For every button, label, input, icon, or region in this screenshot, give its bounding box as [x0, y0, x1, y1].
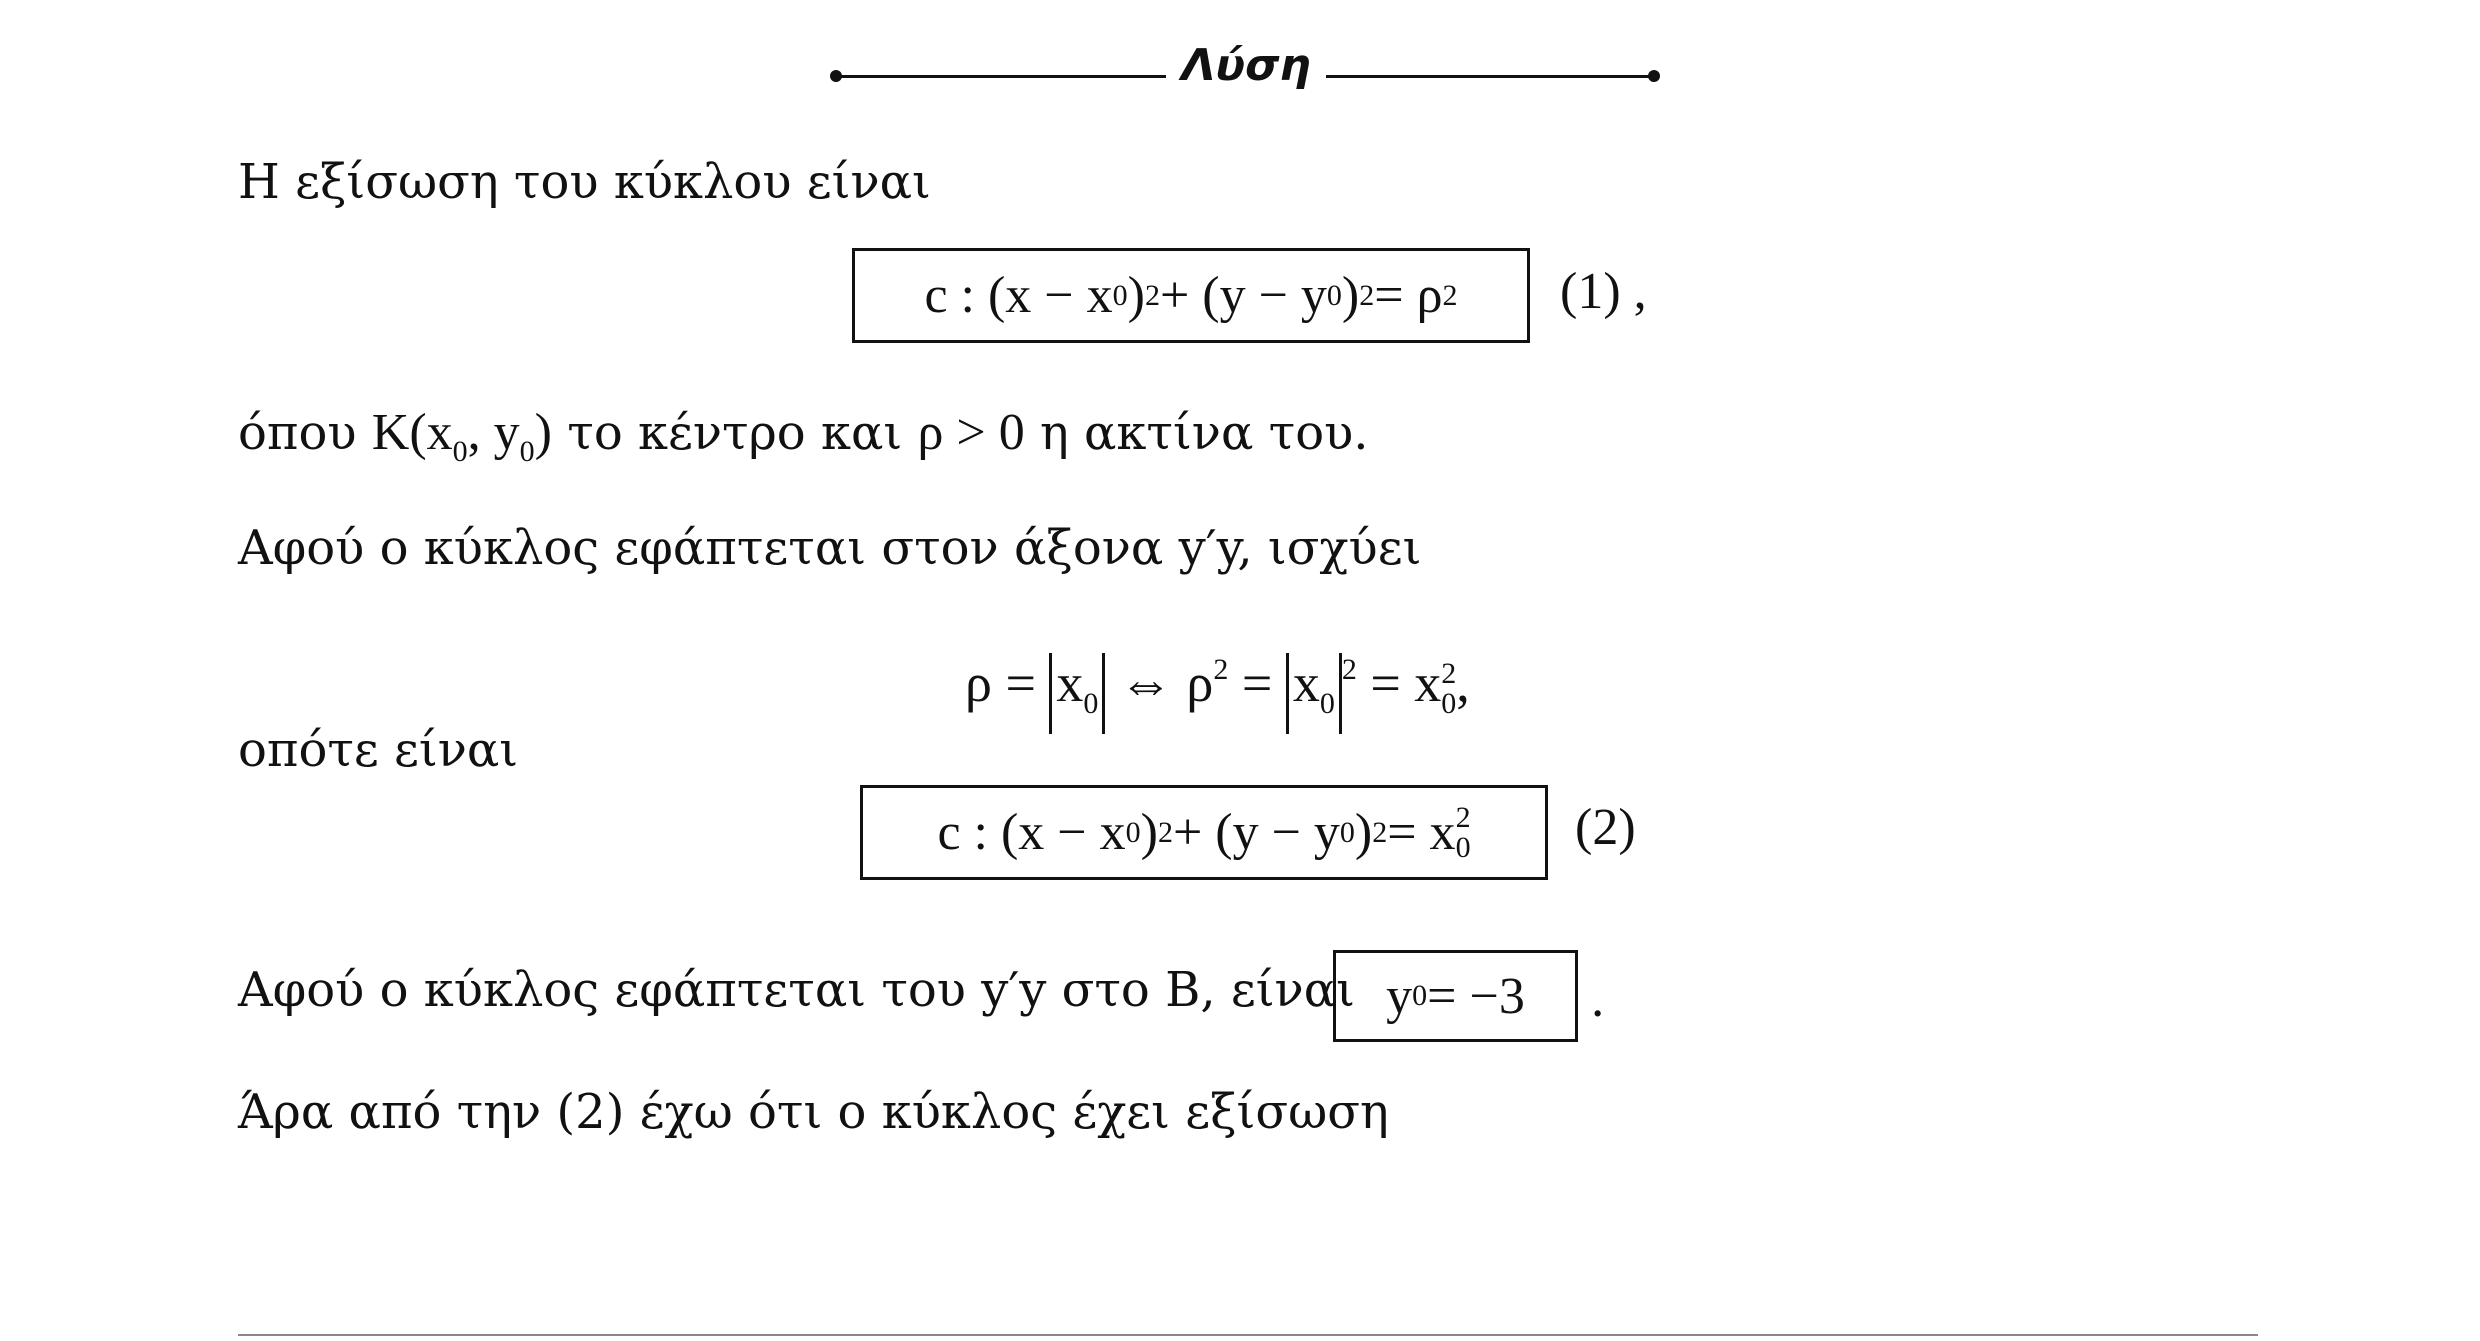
equation-number-1: (1) , — [1560, 263, 1647, 320]
abs-sub-a: 0 — [1083, 687, 1099, 720]
boxed-equation-2 — [860, 785, 1548, 880]
eq1-sub-b: 0 — [1326, 278, 1342, 312]
center-sub-y: 0 — [519, 435, 535, 468]
p2-prefix: όπου — [238, 405, 357, 461]
p2-text1: το κέντρο και — [552, 405, 918, 461]
eq2-sup-b: 2 — [1372, 815, 1388, 849]
center-point-k: K(x — [371, 404, 453, 461]
eq2-sup-a: 2 — [1157, 815, 1173, 849]
eq2-part-b: ) — [1140, 804, 1158, 861]
disp-tail: , — [1456, 653, 1470, 713]
eq1-part-e: = ρ — [1374, 267, 1443, 324]
disp-rhs: = x — [1356, 653, 1442, 713]
solution-header — [830, 40, 1660, 110]
eq1-part-a: c : (x − x — [924, 267, 1113, 324]
disp-sup-a: 2 — [1213, 653, 1229, 686]
disp-supsub-sup: 2 — [1441, 656, 1457, 690]
sentence-period: . — [1590, 972, 1606, 1028]
solution-title: Λύση — [1181, 40, 1311, 91]
eq2-supsub — [1455, 800, 1471, 864]
eq2-sub-a: 0 — [1125, 815, 1141, 849]
disp-mid: ⇔ ρ — [1105, 653, 1214, 713]
paragraph-tangent-point-b: Αφού ο κύκλος εφάπτεται του y′y στο B, είναι — [238, 962, 1355, 1018]
center-sub-x: 0 — [452, 435, 468, 468]
paragraph-circle-equation-intro: Η εξίσωση του κύκλου είναι — [238, 154, 931, 210]
eq1-part-b: ) — [1127, 267, 1145, 324]
paragraph-therefore: οπότε είναι — [238, 722, 519, 778]
disp-lhs: ρ = — [965, 653, 1050, 713]
eq2-part-d: ) — [1354, 804, 1373, 861]
eq1-sub-a: 0 — [1112, 278, 1128, 312]
eq2-part-c: + (y − y — [1172, 804, 1340, 861]
center-point-close: ) — [534, 404, 552, 461]
eq3-lhs: y — [1386, 967, 1413, 1025]
eq1-part-c: + (y − y — [1159, 267, 1327, 324]
equation-number-2: (2) — [1575, 799, 1636, 856]
eq2-part-a: c : (x − x — [937, 804, 1126, 861]
abs-x0-b: $x_0$ — [1286, 653, 1342, 734]
p2-text2: η ακτίνα του. — [1024, 405, 1369, 461]
eq1-part-d: ) — [1341, 267, 1360, 324]
eq2-supsub-sup: 2 — [1455, 800, 1471, 834]
radius-condition: ρ > 0 — [917, 404, 1025, 461]
eq2-part-e: = x — [1387, 804, 1456, 861]
eq1-sup-c: 2 — [1442, 278, 1458, 312]
paragraph-conclusion: Άρα από την (2) έχω ότι ο κύκλος έχει εξίσωση — [238, 1084, 1389, 1140]
eq2-supsub-sub: 0 — [1455, 830, 1471, 864]
disp-supsub-sub: 0 — [1441, 686, 1457, 720]
disp-supsub — [1441, 656, 1457, 720]
disp-eq: = — [1228, 653, 1286, 713]
eq3-rhs: = −3 — [1427, 967, 1525, 1025]
eq1-sup-a: 2 — [1144, 278, 1160, 312]
paragraph-tangent-yaxis: Αφού ο κύκλος εφάπτεται στον άξονα y′y, ισχύει — [238, 520, 1422, 576]
eq3-sub: 0 — [1412, 979, 1428, 1012]
page-bottom-rule — [238, 1334, 2258, 1336]
header-dot-right — [1648, 70, 1660, 82]
display-equation-radius — [965, 625, 1470, 720]
header-rule-right — [1326, 75, 1656, 78]
abs-x0-a: $x_0$ — [1049, 653, 1105, 734]
eq2-sub-b: 0 — [1339, 815, 1355, 849]
center-point-math — [371, 404, 552, 468]
abs-sub-b: 0 — [1319, 687, 1335, 720]
eq1-sup-b: 2 — [1359, 278, 1375, 312]
boxed-equation-1 — [852, 248, 1530, 343]
header-rule-left — [836, 75, 1166, 78]
center-point-y: , y — [467, 404, 520, 461]
paragraph-center-radius — [238, 403, 1369, 482]
disp-sup-b: 2 — [1341, 653, 1357, 686]
boxed-equation-y0 — [1333, 950, 1578, 1042]
